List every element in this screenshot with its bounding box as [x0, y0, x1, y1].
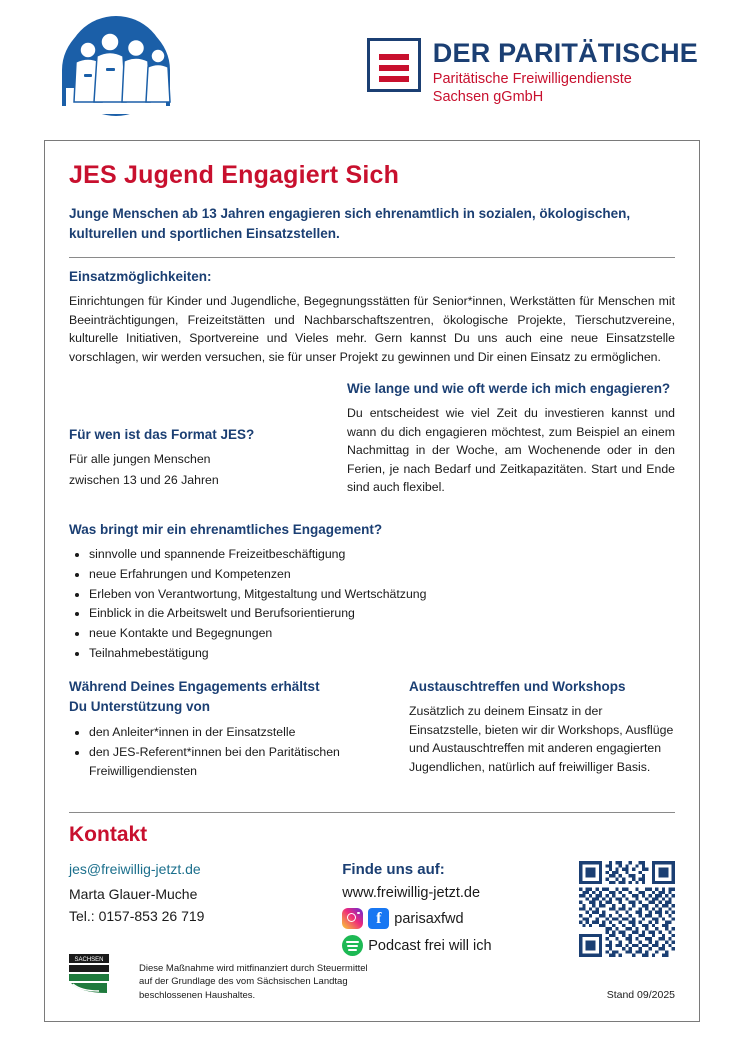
contact-name: Marta Glauer-Muche — [69, 886, 198, 903]
social-handle: parisaxfwd — [394, 910, 464, 927]
austausch-block — [409, 678, 675, 786]
lower-two-column-section — [69, 678, 675, 786]
divider — [69, 812, 675, 813]
paritaetische-logo — [367, 14, 714, 107]
list-item: • den JES-Referent*innen bei den Paritätischen Freiwilligendiensten — [89, 743, 387, 783]
list-item: • neue Kontakte und Begegnungen — [89, 624, 675, 644]
wie-lange-text: Du entscheidest wie viel Zeit du investieren kannst und wann du dich engagieren möchtest, zum Beispiel an einem Nachmittag in der Woche, am Wochenende oder in den Ferien, je nach Bedarf und Zeitkapazitäten. Start und Ende sind auch flexibel. — [347, 406, 675, 495]
contact-columns — [69, 861, 675, 962]
instagram-icon[interactable] — [342, 908, 363, 929]
funding-line-1: Diese Maßnahme wird mitfinanziert durch Steuermittel — [139, 962, 368, 974]
list-item: • Teilnahmebestätigung — [89, 644, 675, 664]
list-item: • Erleben von Verantwortung, Mitgestaltung und Wertschätzung — [89, 585, 675, 605]
facebook-icon[interactable]: f — [368, 908, 389, 929]
paritaetische-subtitle-line2: Sachsen gGmbH — [432, 89, 544, 106]
svg-text:SACHSEN: SACHSEN — [74, 956, 104, 963]
was-bringt-list — [69, 545, 675, 664]
paritaetische-title: DER PARITÄTISCHE — [432, 38, 698, 68]
list-item: • sinnvolle und spannende Freizeitbeschäftigung — [89, 545, 675, 565]
stand-date: Stand 09/2025 — [606, 989, 675, 1001]
paritaetische-mark-icon — [367, 38, 421, 92]
fuer-wen-block — [69, 380, 321, 504]
qr-code-icon — [579, 861, 675, 957]
unterstuetzung-heading-line1: Während Deines Engagements erhältst — [69, 679, 320, 695]
page-title: JES Jugend Engagiert Sich — [69, 161, 400, 189]
podcast-label: Podcast frei will ich — [368, 937, 492, 954]
jugendliche-gruppe-logo-icon — [44, 14, 189, 122]
list-item: • den Anleiter*innen in der Einsatzstelle — [89, 723, 387, 743]
divider — [69, 257, 675, 258]
flyer-card — [44, 140, 700, 1022]
austausch-heading: Austauschtreffen und Workshops — [409, 679, 626, 695]
was-bringt-heading: Was bringt mir ein ehrenamtliches Engagement? — [69, 521, 383, 537]
finde-uns-heading: Finde uns auf: — [342, 861, 445, 879]
list-item: • neue Erfahrungen und Kompetenzen — [89, 565, 675, 585]
fuer-wen-heading: Für wen ist das Format JES? — [69, 427, 255, 443]
fuer-wen-line2: zwischen 13 und 26 Jahren — [69, 472, 219, 487]
unterstuetzung-heading-line2: Du Unterstützung von — [69, 699, 210, 715]
sachsen-logo-icon — [69, 954, 127, 1003]
contact-details — [69, 861, 322, 927]
unterstuetzung-block — [69, 678, 387, 786]
was-bringt-block — [69, 521, 675, 665]
list-item: • Einblick in die Arbeitswelt und Berufsorientierung — [89, 604, 675, 624]
einsatzmoeglichkeiten-text: Einrichtungen für Kinder und Jugendliche, Begegnungsstätten für Senior*innen, Werkstätten für Menschen mit Beeinträchtigungen, Freizeitstätten und Nachbarschaftszentren, ökologische Projekte, Tierschutzvereine, kulturelle Initiativen, Sportvereine und Vieles mehr. Gern kannst Du uns auch eine neue Einsatzstelle vorschlagen, wir werden versuchen, sie für unser Projekt zu gewinnen und Dir einen Einsatz zu ermöglichen. — [69, 294, 675, 364]
wie-lange-heading: Wie lange und wie oft werde ich mich engagieren? — [347, 381, 671, 397]
fuer-wen-line1: Für alle jungen Menschen — [69, 452, 211, 467]
kontakt-heading: Kontakt — [69, 823, 148, 847]
intro-text: Junge Menschen ab 13 Jahren engagieren sich ehrenamtlich in sozialen, ökologischen, kulturellen und sportlichen Einsatzstellen. — [69, 206, 631, 241]
two-column-section — [69, 380, 675, 504]
contact-email-link[interactable]: jes@freiwillig-jetzt.de — [69, 861, 201, 878]
einsatzmoeglichkeiten-heading: Einsatzmöglichkeiten: — [69, 269, 212, 285]
social-links — [342, 861, 553, 962]
contact-phone: Tel.: 0157-853 26 719 — [69, 908, 205, 924]
page-header — [0, 0, 744, 122]
paritaetische-subtitle-line1: Paritätische Freiwilligendienste — [432, 71, 632, 88]
funding-line-3: beschlossenen Haushaltes. — [139, 990, 256, 1002]
kontakt-section — [69, 812, 675, 962]
wie-lange-block — [347, 380, 675, 504]
funding-note — [139, 954, 595, 1003]
funding-line-2: auf der Grundlage des vom Sächsischen Landtag — [139, 976, 348, 988]
page-footer — [69, 954, 675, 1003]
austausch-text: Zusätzlich zu deinem Einsatz in der Einsatzstelle, bieten wir dir Workshops, Ausflüge und Austauschtreffen mit anderen engagierten Jugendlichen, natürlich auf freiwilliger Basis. — [409, 704, 674, 774]
website-url[interactable]: www.freiwillig-jetzt.de — [342, 885, 481, 902]
unterstuetzung-list — [69, 723, 387, 783]
social-handle-row[interactable] — [342, 908, 553, 929]
